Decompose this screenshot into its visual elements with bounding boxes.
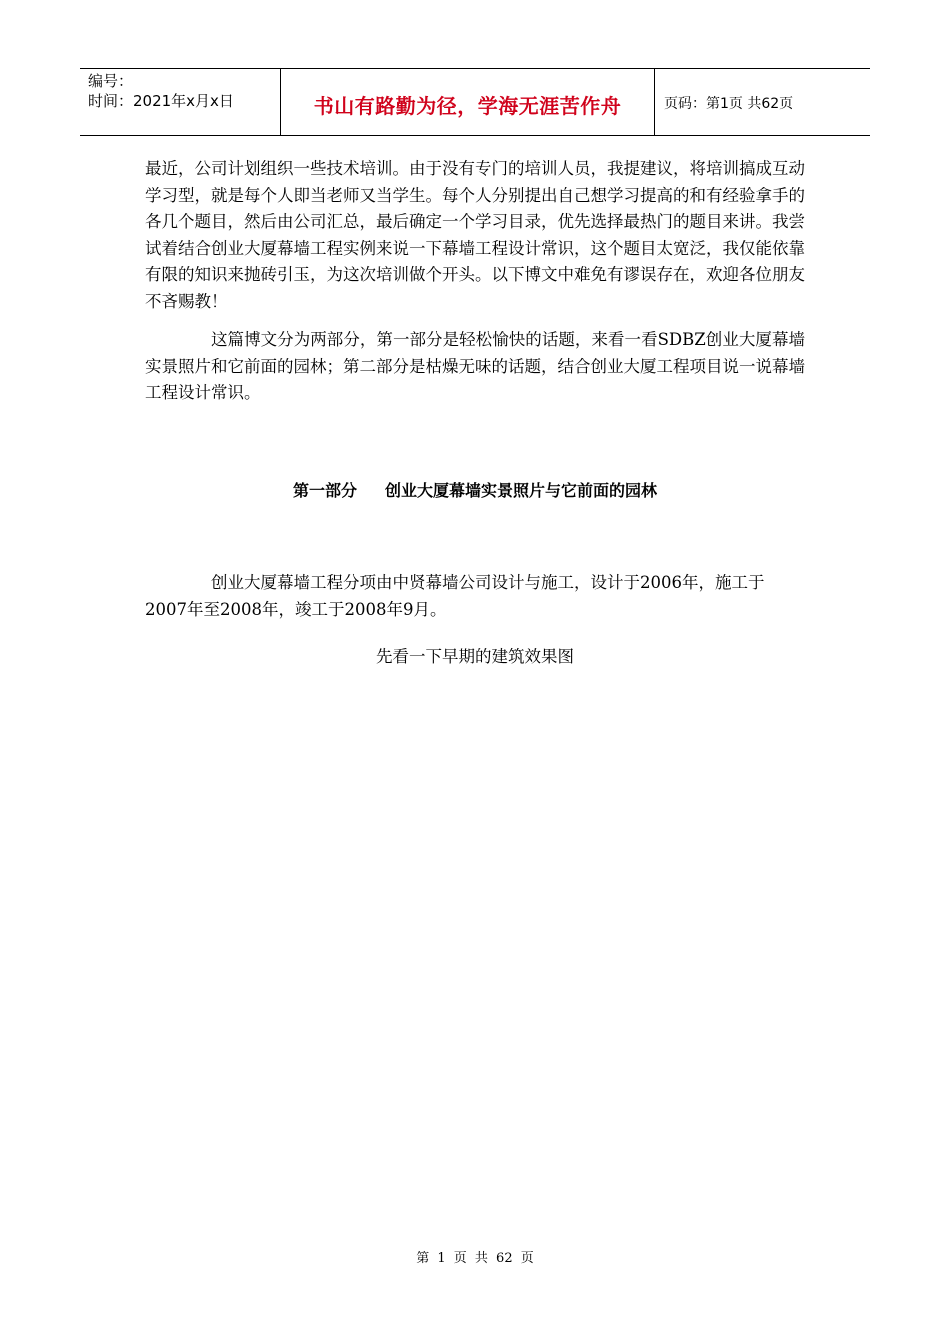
project-paragraph: 创业大厦幕墙工程分项由中贤幕墙公司设计与施工，设计于2006年，施工于2007年至2008年，竣工于2008年9月。 — [145, 573, 765, 619]
document-time-label: 时间：2021年x月x日 — [88, 92, 234, 110]
body-text — [145, 156, 805, 407]
section-title-text: 创业大厦幕墙实景照片与它前面的园林 — [385, 481, 658, 500]
page-footer: 第 1 页 共 62 页 — [416, 1251, 534, 1266]
page-header-table — [80, 68, 870, 136]
document-number-label: 编号： — [88, 72, 134, 90]
header-motto: 书山有路勤为径，学海无涯苦作舟 — [281, 69, 655, 135]
section-heading — [145, 478, 805, 501]
header-page-info: 页码：第1页 共62页 — [664, 96, 794, 112]
header-meta-cell — [80, 69, 281, 135]
section-number: 第一部分 — [292, 481, 357, 500]
figure-caption: 先看一下早期的建筑效果图 — [376, 647, 574, 666]
outline-paragraph: 这篇博文分为两部分，第一部分是轻松愉快的话题，来看一看SDBZ创业大厦幕墙实景照片和它前面的园林；第二部分是枯燥无味的话题，结合创业大厦工程项目说一说幕墙工程设计常识。 — [145, 330, 805, 402]
intro-paragraph: 最近，公司计划组织一些技术培训。由于没有专门的培训人员，我提建议，将培训搞成互动学习型，就是每个人即当老师又当学生。每个人分别提出自己想学习提高的和有经验拿手的各几个题目，然后由公司汇总，最后确定一个学习目录，优先选择最热门的题目来讲。我尝试着结合创业大厦幕墙工程实例来说一下幕墙工程设计常识，这个题目太宽泛，我仅能依靠有限的知识来抛砖引玉，为这次培训做个开头。以下博文中难免有谬误存在，欢迎各位朋友不吝赐教！ — [145, 159, 805, 311]
